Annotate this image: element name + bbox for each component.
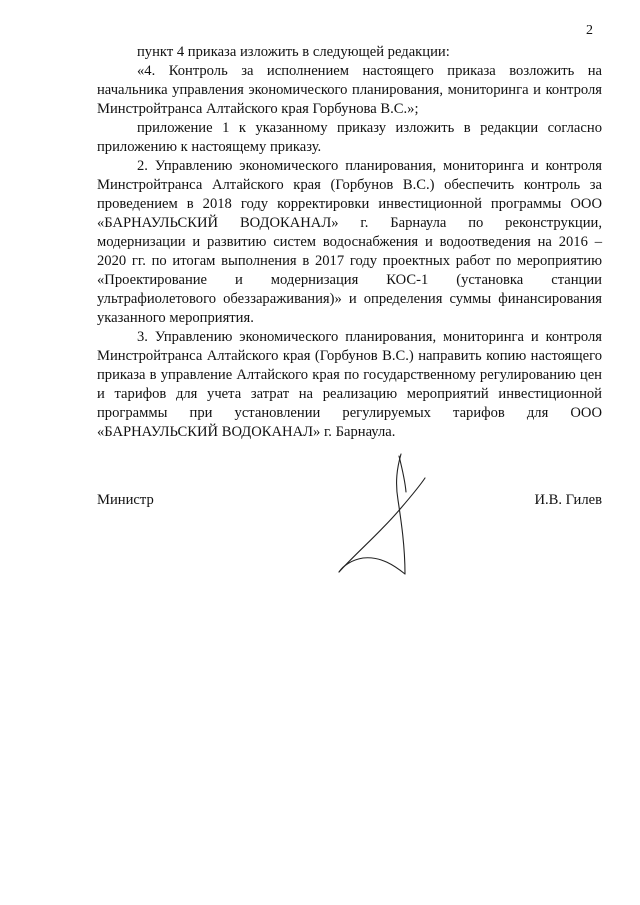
- paragraph-quoted-item-4: «4. Контроль за исполнением настоящего приказа возложить на начальника управления экономического планирования, мониторинга и контроля Минстройтранса Алтайского края Горбунова В.С.»;: [97, 63, 602, 117]
- paragraph-appendix: приложение 1 к указанному приказу изложить в редакции согласно приложению к настоящему приказу.: [97, 120, 602, 155]
- paragraph-intro: пункт 4 приказа изложить в следующей редакции:: [137, 44, 450, 60]
- document-body: [97, 43, 602, 442]
- page-number: 2: [586, 23, 593, 38]
- handwritten-signature: [335, 448, 430, 588]
- paragraph-item-2: 2. Управлению экономического планирования, мониторинга и контроля Минстройтранса Алтайского края (Горбунов В.С.) обеспечить контроль за проведением в 2018 году корректировки инвестиционной программы ООО «БАРНАУЛЬСКИЙ ВОДОКАНАЛ» г. Барнаула по реконструкции, модернизации и развитию систем водоснабжения и водоотведения на 2016 – 2020 гг. по итогам выполнения в 2017 году проектных работ по мероприятию «Проектирование и модернизация КОС-1 (установка станции ультрафиолетового обеззараживания)» и определения суммы финансирования указанного мероприятия.: [97, 158, 602, 326]
- signatory-name: И.В. Гилев: [534, 492, 602, 508]
- paragraph-item-3: 3. Управлению экономического планирования, мониторинга и контроля Минстройтранса Алтайского края (Горбунов В.С.) направить копию настоящего приказа в управление Алтайского края по государственному регулированию цен и тарифов для учета затрат на реализацию мероприятий инвестиционной программы при установлении регулируемых тарифов для ООО «БАРНАУЛЬСКИЙ ВОДОКАНАЛ» г. Барнаула.: [97, 329, 602, 440]
- signatory-title: Министр: [97, 492, 154, 508]
